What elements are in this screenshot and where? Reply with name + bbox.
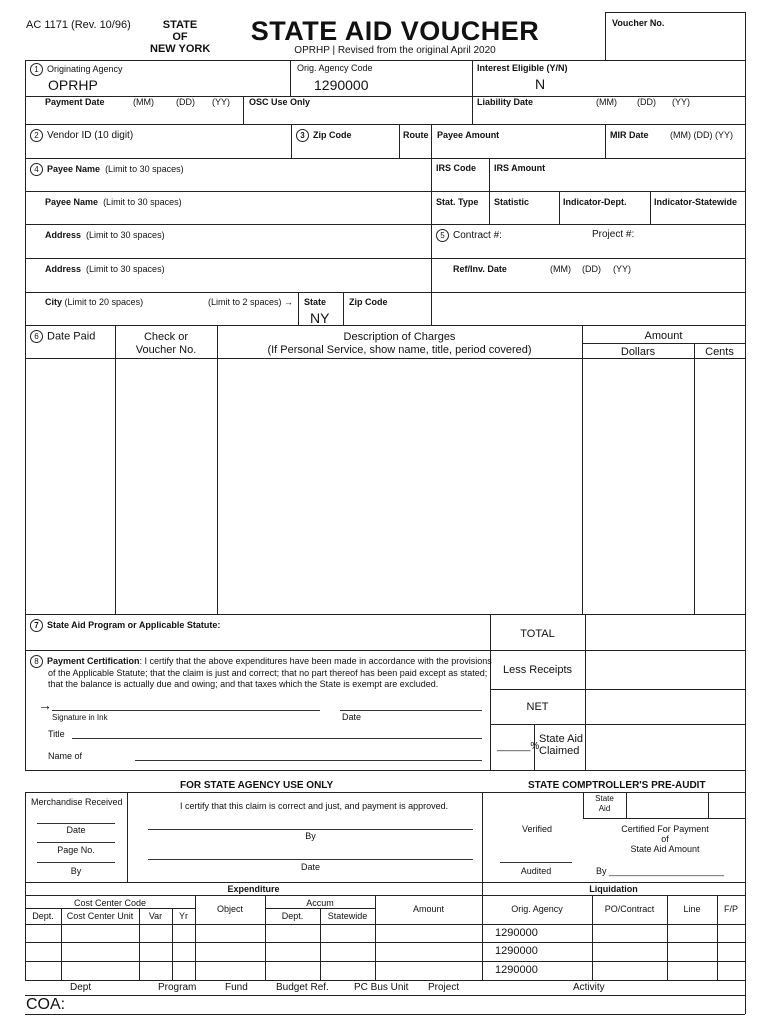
cost-center-code-header: Cost Center Code [73,898,147,908]
cents-header: Cents [705,346,734,358]
arrow-icon: → [38,697,52,713]
accum-dept-header: Dept. [281,911,304,921]
route-label: Route [403,130,429,140]
signature-date-label: Date [342,712,362,722]
voucher-no-label: Voucher No. [612,18,665,28]
cents-field[interactable] [696,360,743,612]
circle-number-2: 2 [30,129,43,142]
state-of-new-york [150,19,210,55]
ref-inv-date-label: Ref/Inv. Date [453,264,507,274]
verified-label: Verified [522,824,553,834]
agency-use-heading: FOR STATE AGENCY USE ONLY [180,780,334,791]
approval-date-field[interactable] [148,846,473,859]
payee-name-label-2 [45,197,182,207]
orig-agency-header: Orig. Agency [511,904,563,914]
object-header: Object [216,904,243,914]
name-field[interactable] [135,747,482,760]
state-line-3: NEW YORK [150,43,211,55]
orig-agency-code-label: Orig. Agency Code [297,63,373,73]
footer-program: Program [158,982,197,993]
fp-header: F/P [723,904,738,914]
subtitle: OPRHP | Revised from the original April 2020 [294,45,496,56]
address-label-1 [45,230,165,240]
certified-line-2: of [661,834,669,844]
liquidation-orig-agency-row-1[interactable]: 1290000 [495,927,538,939]
check-line-1: Check or [143,331,189,343]
check-line-2: Voucher No. [135,344,197,356]
description-header [217,331,582,357]
total-label: TOTAL [520,628,555,640]
irs-code-label: IRS Code [436,163,477,173]
cost-center-unit-header: Cost Center Unit [66,911,134,921]
circle-number-8: 8 [30,655,43,668]
address-text-2: Address [45,264,82,274]
address-limit-2: (Limit to 30 spaces) [86,264,165,274]
payee-name-text-1: Payee Name [47,163,101,174]
total-field[interactable] [587,617,743,647]
certified-for-payment [610,824,720,854]
statistic-label: Statistic [494,197,530,207]
accum-header: Accum [306,898,334,908]
state-value[interactable]: NY [310,310,330,326]
vendor-id-label [30,129,133,142]
approval-date-label: Date [300,862,320,872]
osc-use-only-label: OSC Use Only [249,97,311,107]
merch-by-label: By [70,866,82,876]
voucher-no-field[interactable] [610,30,740,56]
title-field[interactable] [72,725,482,738]
dept-header: Dept. [32,911,54,921]
audited-label: Audited [520,866,552,876]
expenditure-heading: Expenditure [227,884,280,894]
yr-header: Yr [179,911,188,921]
liquidation-orig-agency-row-2[interactable]: 1290000 [495,945,538,957]
liability-date-mm: (MM) [596,97,617,107]
liquidation-orig-agency-row-3[interactable]: 1290000 [495,964,538,976]
description-line-1: Description of Charges [343,331,456,343]
vendor-id-text: Vendor ID (10 digit) [47,130,134,142]
state-aid-box-line-1: State [595,794,614,803]
date-paid-text: Date Paid [47,330,96,343]
payment-date-mm: (MM) [133,97,154,107]
city-label [45,297,143,307]
payee-name-text-2: Payee Name [45,197,99,207]
state-limit-label: (Limit to 2 spaces) → [208,297,294,307]
contract-label [436,229,502,242]
indicator-dept-label: Indicator-Dept. [563,197,627,207]
payee-name-label-1 [30,163,184,176]
dollars-header: Dollars [620,346,656,358]
payee-name-limit-2: (Limit to 30 spaces) [103,197,182,207]
signature-date-field[interactable] [340,696,482,710]
indicator-statewide-label: Indicator-Statewide [654,197,738,207]
state-aid-claimed-label [539,733,583,757]
originating-agency-text: Originating Agency [47,63,123,74]
stat-type-label: Stat. Type [436,197,479,207]
footer-dept: Dept [70,982,92,993]
circle-number-6: 6 [30,330,43,343]
originating-agency-label [30,63,123,76]
state-aid-line-1: State Aid [539,733,584,745]
less-receipts-field[interactable] [587,653,743,687]
line-header: Line [683,904,701,914]
po-contract-header: PO/Contract [604,904,655,914]
amount-header-exp: Amount [412,904,445,914]
zip-code-text: Zip Code [313,129,352,140]
liquidation-heading: Liquidation [589,884,638,894]
circle-number-7: 7 [30,619,43,632]
statute-label [30,619,220,632]
state-aid-box-label [583,794,626,814]
footer-fund: Fund [225,982,248,993]
merchandise-received-label: Merchandise Received [31,797,123,807]
date-paid-label [30,330,95,343]
less-receipts-label: Less Receipts [502,664,573,676]
payment-date-label: Payment Date [45,97,105,107]
statute-text: State Aid Program or Applicable Statute: [47,619,221,630]
name-of-label: Name of [48,751,83,761]
circle-number-4: 4 [30,163,43,176]
payment-certification-label: Payment Certification [47,655,140,666]
footer-budget-ref: Budget Ref. [276,982,329,993]
page-title: STATE AID VOUCHER [250,16,540,46]
payment-date-dd: (DD) [176,97,195,107]
circle-number-5: 5 [436,229,449,242]
check-voucher-field[interactable] [117,360,215,612]
address-text-1: Address [45,230,82,240]
city-limit: (Limit to 20 spaces) [64,297,144,307]
city-zip-code-label: Zip Code [349,297,388,307]
approval-by-field[interactable] [148,816,473,829]
liability-date-label: Liability Date [477,97,534,107]
ref-inv-dd: (DD) [582,264,601,274]
orig-agency-code-value[interactable]: 1290000 [314,77,369,93]
description-line-2: (If Personal Service, show name, title, period covered) [267,344,532,356]
net-label: NET [526,701,549,713]
state-line-2: OF [172,31,188,43]
address-limit-1: (Limit to 30 spaces) [86,230,165,240]
statewide-header: Statewide [327,911,368,921]
certification-text-3: that the balance is actually due and owing; and that taxes which the State is exempt are excluded. [48,679,439,689]
signature-in-ink-label: Signature in Ink [52,713,108,722]
mir-date-label: MIR Date [610,130,649,140]
project-label: Project #: [592,229,635,240]
pre-audit-by-field[interactable]: By _______________________ [596,866,725,876]
dollars-field[interactable] [584,360,692,612]
liability-date-yy: (YY) [672,97,690,107]
interest-eligible-value[interactable]: N [535,76,546,92]
certification-text-1: : I certify that the above expenditures have been made in accordance with the provisions [139,655,492,666]
var-header: Var [148,911,163,921]
coa-label: COA: [26,996,66,1013]
pre-audit-heading: STATE COMPTROLLER'S PRE-AUDIT [528,780,706,791]
title-label: Title [48,729,65,739]
payment-certification [30,655,492,690]
certified-line-3: State Aid Amount [630,844,700,854]
circle-number-1: 1 [30,63,43,76]
footer-activity: Activity [573,982,605,993]
ref-inv-mm: (MM) [550,264,571,274]
irs-amount-label: IRS Amount [494,163,546,173]
certified-line-1: Certified For Payment [621,824,709,834]
net-field[interactable] [587,692,743,722]
payment-date-yy: (YY) [212,97,230,107]
date-paid-field[interactable] [27,360,113,612]
zip-code-label [296,129,352,142]
signature-field[interactable] [52,696,320,710]
merch-date-label: Date [66,825,86,835]
ref-inv-yy: (YY) [613,264,631,274]
address-label-2 [45,264,165,274]
payee-amount-label: Payee Amount [437,130,500,140]
form-id: AC 1171 (Rev. 10/96) [26,19,131,31]
footer-pc-bus-unit: PC Bus Unit [354,982,409,993]
page-no-label: Page No. [57,845,95,855]
originating-agency-value[interactable]: OPRHP [48,77,98,93]
certify-claim-text: I certify that this claim is correct and just, and payment is approved. [180,801,449,811]
circle-number-3: 3 [296,129,309,142]
mir-date-format: (MM) (DD) (YY) [670,130,733,140]
certification-text-2: of the Applicable Statute; that the claim is just and correct; that no part thereof has been paid except as stated; [48,668,488,678]
payee-name-limit-1: (Limit to 30 spaces) [105,163,184,174]
city-text: City [45,297,63,307]
state-line-1: STATE [162,19,198,31]
footer-project: Project [428,982,460,993]
liability-date-dd: (DD) [637,97,656,107]
state-aid-box-line-2: Aid [598,804,611,813]
state-aid-claimed-field[interactable] [587,727,743,767]
check-voucher-header [115,331,217,357]
amount-header: Amount [644,330,683,342]
state-aid-line-2: Claimed [539,745,580,757]
description-field[interactable] [219,360,580,612]
approval-by-label: By [305,831,316,841]
state-label: State [304,297,327,307]
percent-field[interactable]: ______% [497,741,540,752]
contract-text: Contract #: [453,230,502,242]
interest-eligible-label: Interest Eligible (Y/N) [477,63,568,73]
